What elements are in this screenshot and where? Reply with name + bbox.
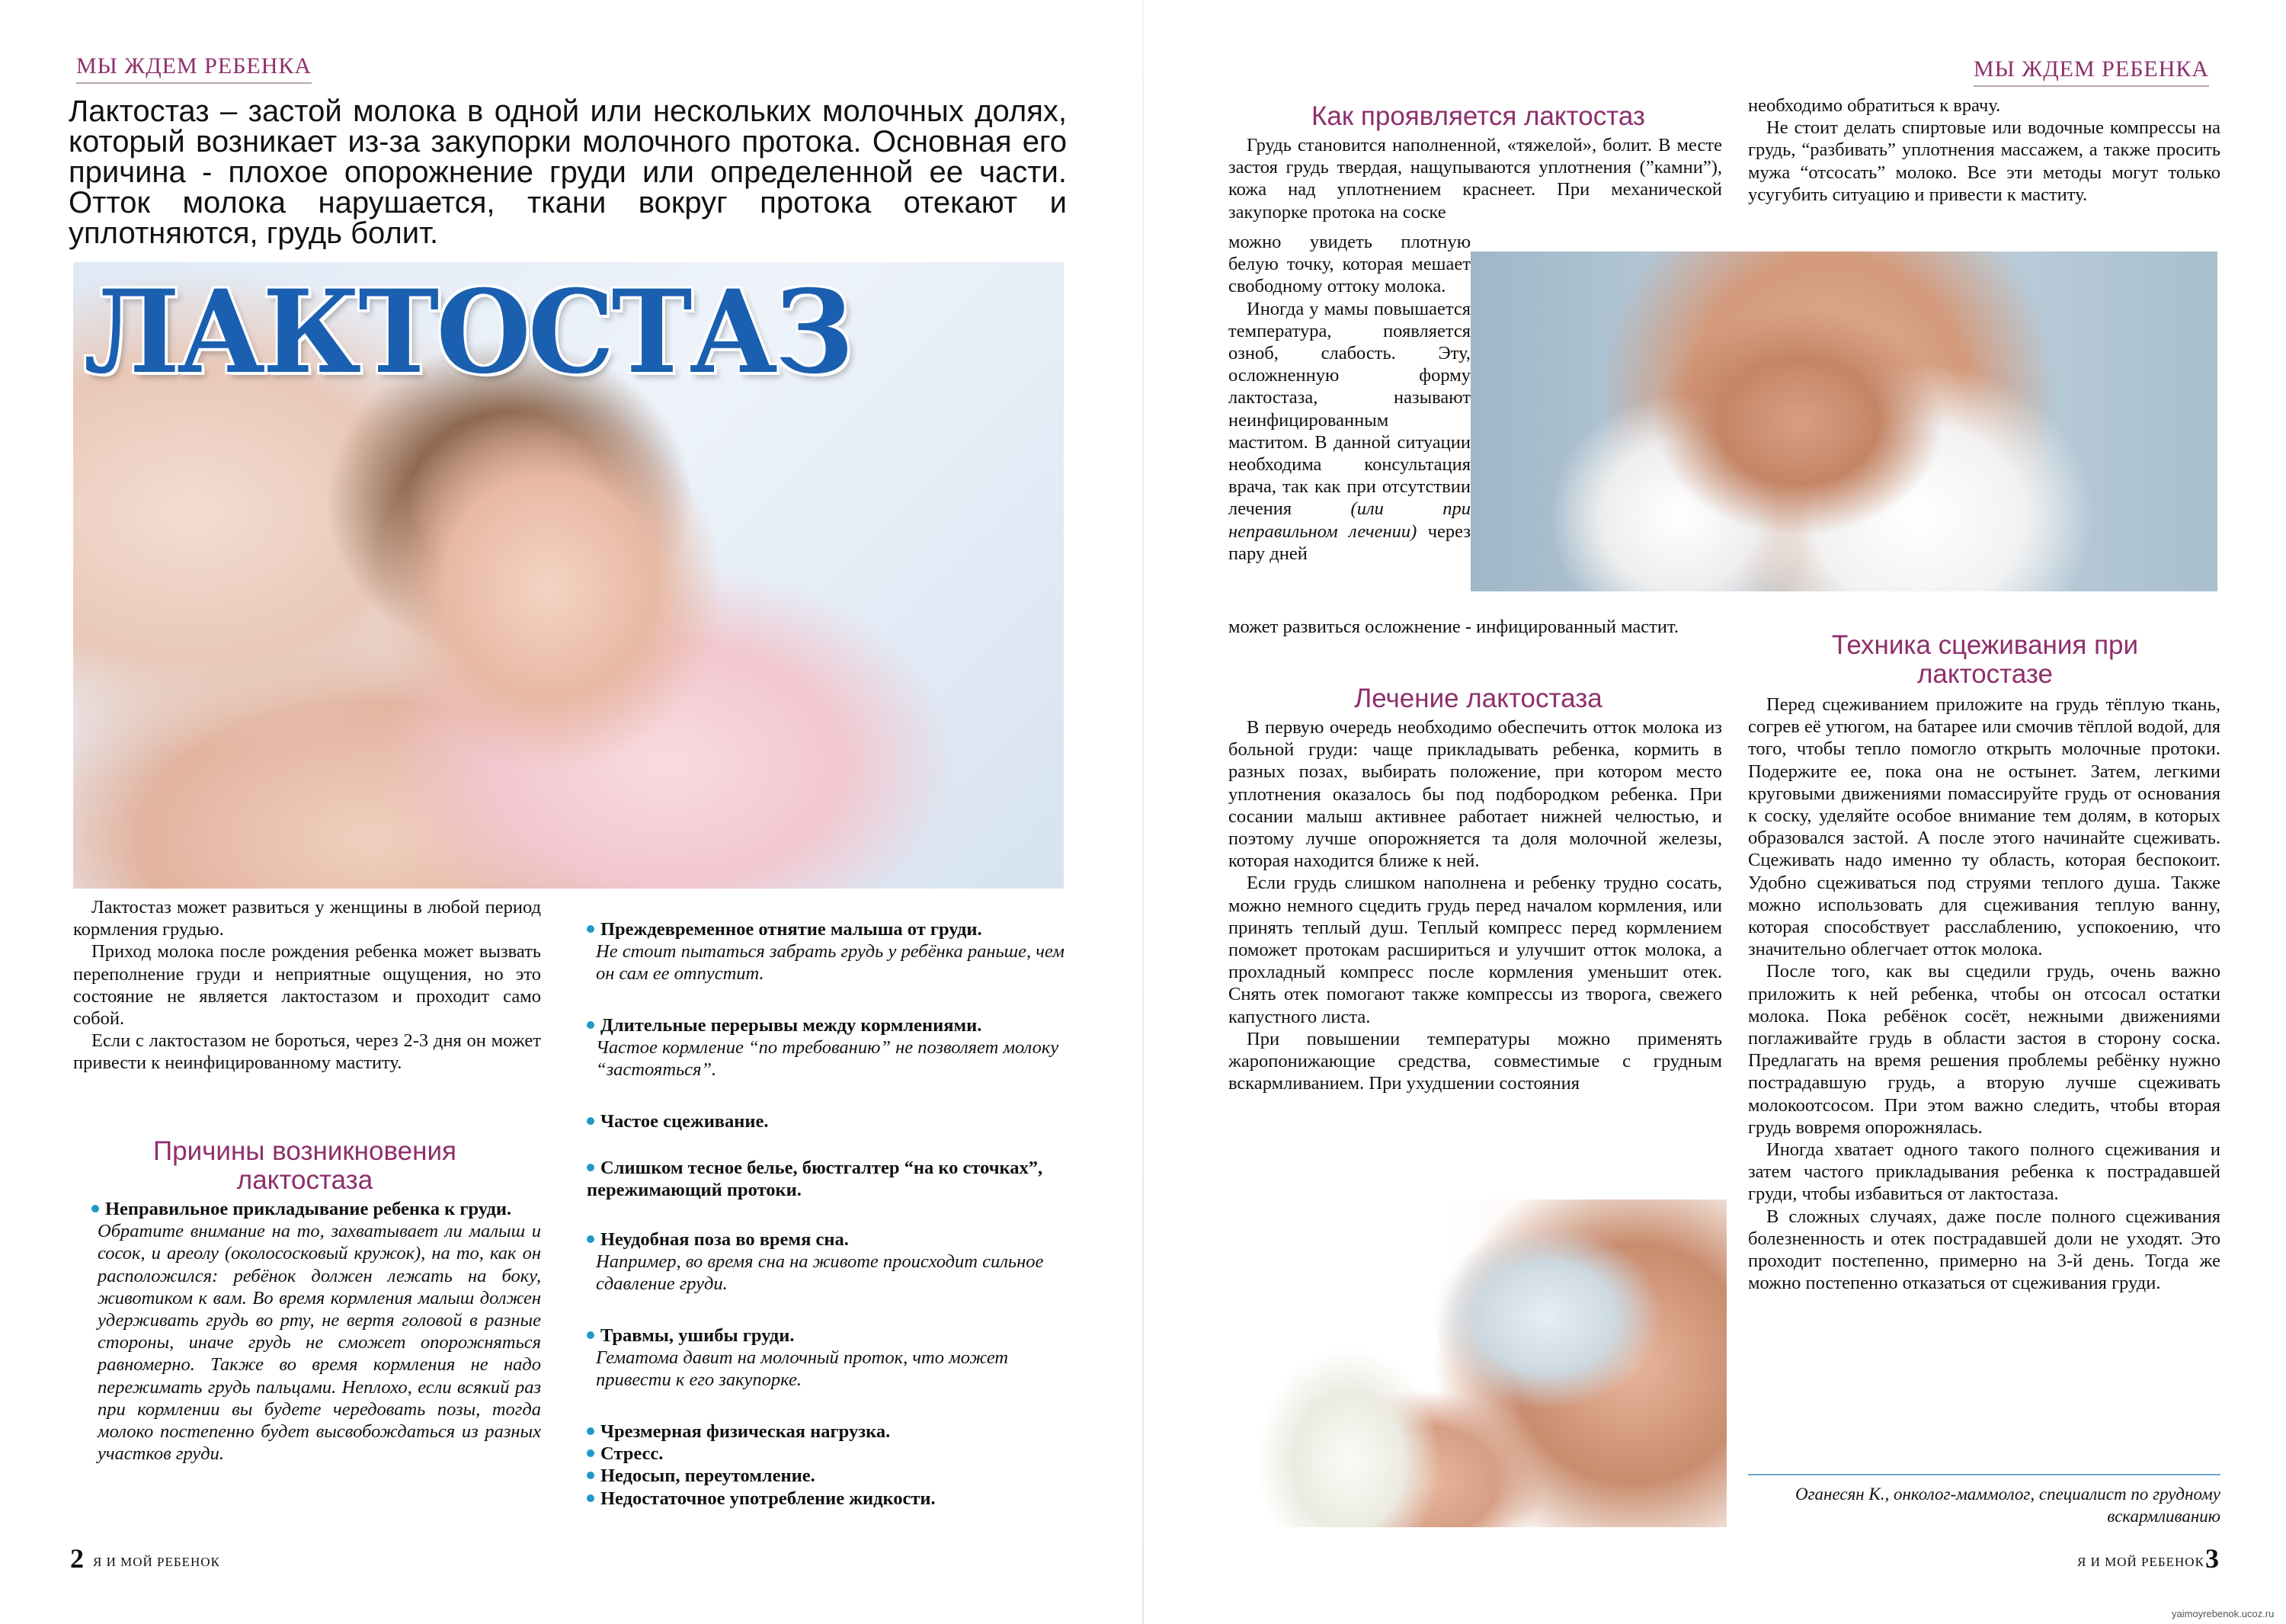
bullet-icon (587, 1164, 594, 1171)
chest-photo (1471, 251, 2217, 591)
symptoms-text-bottom: может развиться осложнение - инфицированный мастит. (1228, 617, 1679, 637)
bullet-icon (587, 1494, 594, 1502)
intro-p3: Если с лактостазом не бороться, через 2-3 дня он может привести к неинфицированному маститу. (73, 1030, 541, 1074)
treatment-heading: Лечение лактостаза (1354, 684, 1602, 713)
breast-pump-photo (1254, 1200, 1727, 1527)
section-tag-left: МЫ ЖДЕМ РЕБЕНКА (76, 53, 312, 84)
cause-short-list: Чрезмерная физическая нагрузка. Стресс. Недосып, переутомление. Недостаточное употребление жидкости. (587, 1421, 1067, 1510)
cause-item-1: Преждевременное отнятие малыша от груди. Не стоит пытаться забрать грудь у ребёнка раньше, чем он сам ее отпустит. (587, 918, 1067, 985)
nursing-photo (73, 262, 1064, 889)
page-number-right: 3 (2205, 1543, 2219, 1574)
technique-heading: Техника сцеживания при лактостазе (1831, 630, 2139, 689)
cause-item-2: Длительные перерывы между кормлениями. Частое кормление “по требованию” не позволяет молоку “застояться”. (587, 1014, 1067, 1081)
author-credit: Оганесян К., онколог-маммолог, специалист по грудному вскармливанию (1795, 1485, 2220, 1526)
cause-item-6: Травмы, ушибы груди. Гематома давит на молочный проток, что может привести к его закупорке. (587, 1325, 1067, 1392)
bullet-icon (587, 1331, 594, 1339)
section-tag-right: МЫ ЖДЕМ РЕБЕНКА (1974, 56, 2209, 87)
bullet-icon (587, 925, 594, 933)
intro-text (73, 896, 541, 1075)
symptoms-text-top: Грудь становится наполненной, «тяжелой», болит. В месте застоя грудь твердая, нащупываются уплотнения (”камни”), кожа над уплотнением краснеет. При механической закупорке протока на соске (1228, 135, 1722, 223)
bullet-icon (587, 1235, 594, 1243)
cause-item-4: Слишком тесное белье, бюстгалтер “на ко сточках”, пережимающий протоки. (587, 1158, 1043, 1201)
cause-main-text: Обратите внимание на то, захватывает ли малыш и сосок, и ареолу (околососковый кружок), на то, как он расположился: ребёнок должен лежать на боку, животиком к вам. Во время кормления малыш должен удерживать грудь во рту, не вертя головой в разные стороны, иначе грудь не сможет опорожняться равномерно. Также во время кормления не надо пережимать грудь пальцами. Неплохо, если всякий раз при кормлении вы будете чередовать позы, тогда молоко постепенно будет высвобождаться из разных участков груди. (98, 1221, 541, 1465)
bullet-icon (587, 1117, 594, 1125)
magazine-name-left: Я И МОЙ РЕБЕНОК (93, 1555, 220, 1569)
cause-item-5: Неудобная поза во время сна. Например, во время сна на животе происходит сильное сдавление груди. (587, 1228, 1067, 1296)
cause-main-title: Неправильное прикладывание ребенка к груди. (105, 1199, 512, 1219)
author-divider (1748, 1474, 2220, 1475)
bullet-icon (587, 1427, 594, 1435)
treatment-text: В первую очередь необходимо обеспечить отток молока из больной груди: чаще прикладывать ребенка, кормить в разных позах, выбирать положение, при котором место уплотнения оказалось бы под подбородком ребенка. При сосании малыш активнее работает нижней челюстью, и поэтому лучше опорожняется та доля молочной железы, которая находится ближе к ней. Если грудь слишком наполнена и ребенку трудно сосать, можно немного сцедить грудь перед началом кормления, или принять теплый душ. Теплый компресс перед кормлением поможет протокам расшириться и улучшит отток молока, а прохладный компресс после кормления уменьшит отек. Снять отек помогают также компрессы из творога, свежего капустного листа. При повышении температуры можно применять жаропонижающие средства, совместимые с грудным вскармливанием. При ухудшении состояния (1228, 717, 1722, 1094)
page-number-left: 2 (70, 1543, 84, 1574)
spine (1142, 0, 1144, 1624)
symptoms-heading: Как проявляется лактостаз (1311, 101, 1645, 131)
symptoms-text-narrow: можно увидеть плотную белую точку, которая мешает свободному оттоку молока. Иногда у мамы повышается температура, появляется озноб, слабость. Эту, осложненную форму лактостаза, называют неинфицированным маститом. В данной ситуации необходима консультация врача, так как при отсутствии лечения (или при неправильном лечении) через пару дней (1228, 232, 1471, 564)
bullet-icon (91, 1205, 99, 1212)
article-title: ЛАКТОСТАЗ (84, 265, 850, 399)
intro-p2: Приход молока после рождения ребенка может вызвать переполнение груди и неприятные ощущения, но это состояние не является лактостазом и проходит само собой. (73, 941, 541, 1030)
bullet-icon (587, 1449, 594, 1457)
bullet-icon (587, 1472, 594, 1479)
technique-text: Перед сцеживанием приложите на грудь тёплую ткань, согрев её утюгом, на батарее или смочив тёплой водой, для того, чтобы тепло помогло открыть молочные протоки. Подержите ее, пока она не остынет. Затем, легкими круговыми движениями помассируйте грудь от основания к соску, уделяйте особое внимание тем долям, в которых образовался застой. А после этого начинайте сцеживать. Сцеживать надо именно ту область, которая беспокоит. Удобно сцеживаться под струями теплого душа. Также можно использовать для сцеживания теплую ванну, которая способствует расслаблению, успокоению, что значительно облегчает отток молока. После того, как вы сцедили грудь, очень важно приложить к ней ребенка, чтобы он отсосал остатки молока. Пока ребёнок сосёт, нежными движениями поглаживайте грудь в области застоя в сторону соска. Предлагать на время решения проблемы ребёнку нужно пострадавшую грудь, а вторую лучше сцеживать молокоотсосом. При этом важно следить, чтобы вторая грудь вовремя опорожнялась. Иногда хватает одного такого полного сцеживания и затем частого прикладывания ребенка к пострадавшей груди, чтобы избавиться от лактостаза. В сложных случаях, даже после полного сцеживания болезненность и отек пострадавшей доли не уходят. Это проходит постепенно, примерно на 3-й день. Тогда же можно постепенно отказаться от сцеживания груди. (1748, 694, 2221, 1294)
doctor-advice-text: необходимо обратиться к врачу. Не стоит делать спиртовые или водочные компрессы на грудь, “разбивать” уплотнения массажем, а также просить мужа “отсосать” молоко. Все эти методы могут только усугубить ситуацию и привести к маститу. (1748, 95, 2220, 205)
magazine-name-right: Я И МОЙ РЕБЕНОК (2077, 1555, 2204, 1569)
cause-main (73, 1198, 541, 1465)
lead-paragraph: Лактостаз – застой молока в одной или нескольких молочных долях, который возникает из-за закупорки молочного протока. Основная его причина - плохое опорожнение груди или определенной ее части. Отток молока нарушается, ткани вокруг протока отекают и уплотняются, грудь болит. (69, 94, 1067, 250)
intro-p1: Лактостаз может развиться у женщины в любой период кормления грудью. (73, 897, 541, 940)
cause-item-3: Частое сцеживание. (587, 1110, 1067, 1132)
causes-heading: Причины возникновения лактостаза (153, 1136, 456, 1195)
bullet-icon (587, 1021, 594, 1029)
site-url: yaimoyrebenok.ucoz.ru (2172, 1608, 2275, 1619)
